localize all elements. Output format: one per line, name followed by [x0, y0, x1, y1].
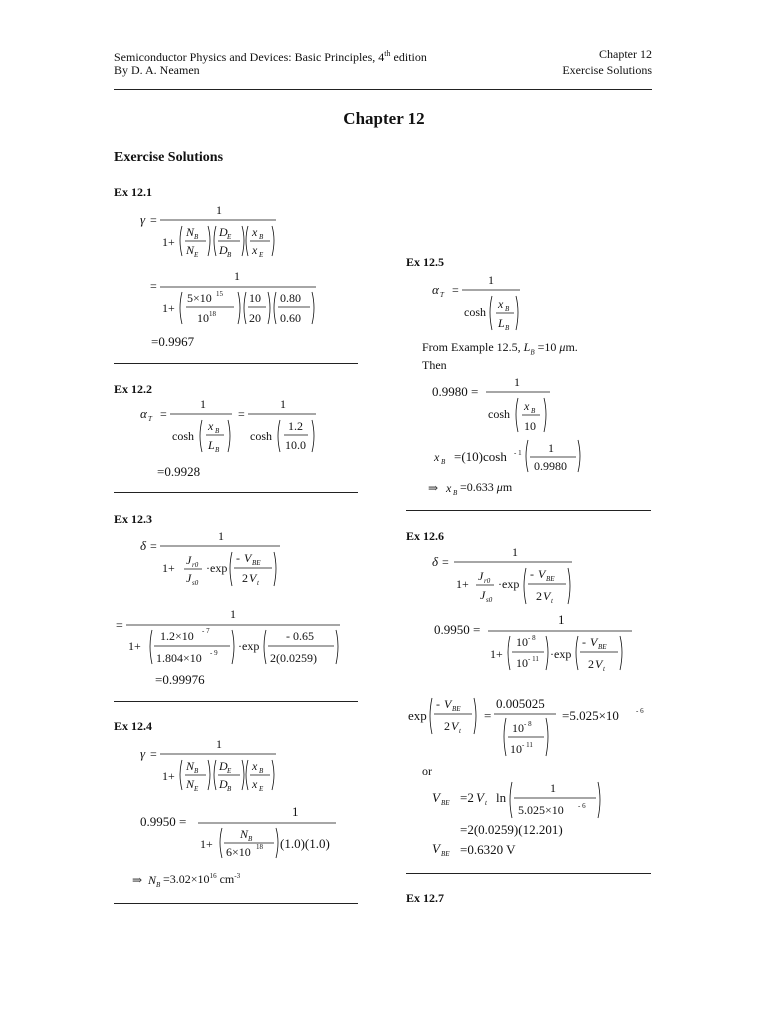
- ex-12-1-label: Ex 12.1: [114, 185, 153, 199]
- svg-text:V: V: [590, 635, 598, 649]
- ex-12-3-label: Ex 12.3: [114, 512, 153, 526]
- svg-text:=: =: [116, 618, 123, 632]
- svg-text:r0: r0: [484, 577, 491, 585]
- svg-text:t: t: [485, 799, 487, 807]
- svg-text:V: V: [249, 571, 257, 585]
- svg-text:=: =: [150, 213, 157, 227]
- svg-text:exp: exp: [408, 708, 427, 723]
- svg-text:=: =: [238, 407, 245, 421]
- page-subtitle: Exercise Solutions: [114, 150, 224, 165]
- header-chapter: Chapter 12: [599, 47, 652, 61]
- svg-text:B: B: [505, 305, 510, 313]
- svg-text:- 11: - 11: [522, 741, 533, 749]
- svg-text:10: 10: [516, 635, 528, 649]
- svg-text:1+: 1+: [162, 561, 175, 575]
- svg-text:⇒: ⇒: [132, 873, 143, 887]
- svg-text:J: J: [478, 569, 484, 583]
- svg-text:15: 15: [216, 290, 223, 298]
- svg-text:-: -: [236, 551, 240, 565]
- svg-text:s0: s0: [486, 596, 493, 604]
- svg-text:0.005025: 0.005025: [496, 696, 545, 711]
- svg-text:1+: 1+: [162, 769, 175, 783]
- svg-text:B: B: [227, 785, 232, 793]
- svg-text:B: B: [156, 881, 161, 889]
- svg-text:10: 10: [512, 721, 524, 735]
- svg-text:T: T: [148, 415, 152, 423]
- ex-12-6-or: or: [422, 764, 432, 778]
- svg-text:- 7: - 7: [202, 627, 210, 635]
- svg-text:J: J: [186, 571, 192, 585]
- svg-text:E: E: [259, 785, 264, 793]
- svg-text:D: D: [219, 225, 228, 239]
- svg-text:B: B: [259, 767, 264, 775]
- svg-text:V: V: [543, 589, 551, 603]
- svg-text:- 1: - 1: [514, 449, 522, 457]
- svg-text:B: B: [194, 767, 199, 775]
- svg-text:=2: =2: [460, 790, 474, 805]
- svg-text:- 11: - 11: [528, 655, 539, 663]
- svg-text:α: α: [432, 282, 439, 297]
- svg-text:2: 2: [242, 571, 248, 585]
- ex-12-4-label: Ex 12.4: [114, 719, 153, 733]
- svg-text:cosh: cosh: [172, 429, 194, 443]
- svg-text:D: D: [219, 243, 228, 257]
- svg-text:1.2×10: 1.2×10: [160, 629, 194, 643]
- svg-text:1.804×10: 1.804×10: [156, 651, 202, 665]
- svg-text:r0: r0: [192, 561, 199, 569]
- svg-text:E: E: [227, 767, 232, 775]
- svg-text:10: 10: [197, 311, 209, 325]
- svg-text:·exp: ·exp: [498, 577, 520, 591]
- svg-text:1+: 1+: [200, 837, 213, 851]
- svg-text:0.80: 0.80: [280, 291, 301, 305]
- svg-text:t: t: [551, 597, 553, 605]
- svg-text:=: =: [452, 283, 459, 297]
- svg-text:=: =: [160, 407, 167, 421]
- svg-text:10.0: 10.0: [285, 438, 306, 452]
- svg-text:-: -: [436, 697, 440, 711]
- svg-text:BE: BE: [598, 643, 607, 651]
- svg-text:0.9950 =: 0.9950 =: [140, 814, 187, 829]
- svg-text:N: N: [240, 827, 249, 841]
- svg-text:1+: 1+: [490, 647, 503, 661]
- svg-text:BE: BE: [441, 850, 450, 858]
- svg-text:6×10: 6×10: [226, 845, 251, 859]
- svg-text:BE: BE: [252, 559, 261, 567]
- ex-12-2-equation: [130, 396, 330, 466]
- svg-text:BE: BE: [546, 575, 555, 583]
- page-title: Chapter 12: [343, 109, 425, 128]
- svg-text:L: L: [498, 316, 505, 330]
- svg-text:2: 2: [444, 719, 450, 733]
- ex-12-2-label: Ex 12.2: [114, 382, 153, 396]
- svg-text:1: 1: [512, 545, 518, 559]
- svg-text:δ: δ: [140, 538, 147, 553]
- svg-text:B: B: [531, 407, 536, 415]
- svg-text:N: N: [186, 777, 195, 791]
- svg-text:B: B: [441, 458, 446, 466]
- svg-text:B: B: [215, 446, 220, 454]
- svg-text:B: B: [248, 835, 253, 843]
- svg-text:B: B: [259, 233, 264, 241]
- ex-12-5-then: Then: [422, 358, 447, 372]
- svg-text:V: V: [244, 551, 252, 565]
- svg-text:B: B: [453, 489, 458, 497]
- ex-12-6-label: Ex 12.6: [406, 529, 445, 543]
- svg-text:1: 1: [230, 607, 236, 621]
- header-rule: [114, 89, 652, 90]
- svg-text:V: V: [476, 790, 484, 805]
- ex-12-5-rule: [406, 510, 651, 511]
- svg-text:cosh: cosh: [464, 305, 486, 319]
- svg-text:x: x: [252, 243, 258, 257]
- header-author: By D. A. Neamen: [114, 63, 200, 77]
- svg-text:1: 1: [548, 441, 554, 455]
- ex-12-4-equation: [130, 734, 350, 874]
- svg-text:1: 1: [218, 529, 224, 543]
- svg-text:·exp: ·exp: [238, 639, 260, 653]
- svg-text:1: 1: [216, 737, 222, 751]
- svg-text:x: x: [252, 759, 258, 773]
- svg-text:D: D: [219, 777, 228, 791]
- svg-text:=: =: [150, 539, 157, 553]
- ex-12-1-rule: [114, 363, 358, 364]
- svg-text:t: t: [603, 665, 605, 673]
- ex-12-5-solution: [430, 372, 630, 482]
- svg-text:0.9980 =: 0.9980 =: [432, 384, 479, 399]
- svg-text:(1.0)(1.0): (1.0)(1.0): [280, 836, 330, 851]
- svg-text:=2(0.0259)(12.201): =2(0.0259)(12.201): [460, 822, 563, 837]
- svg-text:1+: 1+: [162, 235, 175, 249]
- svg-text:- 8: - 8: [528, 634, 536, 642]
- svg-text:5×10: 5×10: [187, 291, 212, 305]
- svg-text:J: J: [186, 553, 192, 567]
- svg-text:γ: γ: [140, 212, 146, 227]
- svg-text:- 0.65: - 0.65: [286, 629, 314, 643]
- svg-text:cosh: cosh: [250, 429, 272, 443]
- svg-text:1.2: 1.2: [288, 419, 303, 433]
- svg-text:B: B: [194, 233, 199, 241]
- svg-text:·exp: ·exp: [206, 561, 228, 575]
- svg-text:V: V: [432, 841, 440, 856]
- svg-text:E: E: [194, 251, 199, 259]
- svg-text:B: B: [505, 324, 510, 332]
- ex-12-6-rule: [406, 873, 651, 874]
- svg-text:N: N: [186, 225, 195, 239]
- svg-text:2: 2: [536, 589, 542, 603]
- svg-text:s0: s0: [192, 579, 199, 587]
- svg-text:N: N: [186, 243, 195, 257]
- svg-text:BE: BE: [441, 799, 450, 807]
- svg-text:E: E: [259, 251, 264, 259]
- svg-text:V: V: [595, 657, 603, 671]
- svg-text:- 9: - 9: [210, 649, 218, 657]
- svg-text:·exp: ·exp: [550, 647, 572, 661]
- svg-text:ln: ln: [496, 790, 507, 805]
- svg-text:18: 18: [256, 843, 263, 851]
- svg-text:B: B: [227, 251, 232, 259]
- svg-text:V: V: [451, 719, 459, 733]
- svg-text:- 6: - 6: [578, 802, 586, 810]
- svg-text:t: t: [459, 727, 461, 735]
- svg-text:=: =: [484, 708, 492, 723]
- ex-12-7-label: Ex 12.7: [406, 891, 445, 905]
- ex-12-5-label: Ex 12.5: [406, 255, 445, 269]
- svg-text:γ: γ: [140, 746, 146, 761]
- svg-text:10: 10: [510, 742, 522, 756]
- svg-text:V: V: [432, 790, 440, 805]
- svg-text:1: 1: [216, 203, 222, 217]
- svg-text:2(0.0259): 2(0.0259): [270, 651, 317, 665]
- svg-text:5.025×10: 5.025×10: [518, 803, 564, 817]
- svg-text:α: α: [140, 406, 147, 421]
- ex-12-6-exp-equation: [406, 692, 666, 762]
- ex-12-2-rule: [114, 492, 358, 493]
- header-book-title: Semiconductor Physics and Devices: Basic Principles, 4th edition: [114, 49, 427, 64]
- svg-text:x: x: [498, 297, 504, 311]
- svg-text:⇒: ⇒: [428, 481, 439, 495]
- svg-text:x: x: [252, 225, 258, 239]
- svg-text:1+: 1+: [456, 577, 469, 591]
- svg-text:1+: 1+: [162, 301, 175, 315]
- ex-12-5-note: From Example 12.5, $L_B =10$ μm.: [422, 340, 578, 357]
- header-section: Exercise Solutions: [562, 63, 652, 77]
- svg-text:1: 1: [292, 804, 299, 819]
- svg-text:0.9980: 0.9980: [534, 459, 567, 473]
- ex-12-2-result: =0.9928: [157, 464, 201, 479]
- svg-text:B: B: [215, 427, 220, 435]
- svg-text:10: 10: [516, 656, 528, 670]
- svg-text:BE: BE: [452, 705, 461, 713]
- ex-12-3-result: =0.99976: [155, 672, 205, 687]
- ex-12-4-rule: [114, 903, 358, 904]
- svg-text:x: x: [524, 399, 530, 413]
- svg-text:-: -: [530, 567, 534, 581]
- ex-12-1-result: =0.9967: [151, 334, 195, 349]
- ex-12-5-equation: [420, 270, 620, 340]
- svg-text:18: 18: [209, 310, 216, 318]
- svg-text:1: 1: [558, 612, 565, 627]
- ex-12-3-rule: [114, 701, 358, 702]
- svg-text:T: T: [440, 291, 444, 299]
- ex-12-5-result: =0.633 μm: [460, 480, 513, 494]
- svg-text:1: 1: [280, 397, 286, 411]
- svg-text:=: =: [150, 747, 157, 761]
- svg-text:=5.025×10: =5.025×10: [562, 708, 619, 723]
- ex-12-6-result: =0.6320 V: [460, 842, 516, 857]
- svg-text:1: 1: [200, 397, 206, 411]
- svg-text:1: 1: [488, 273, 494, 287]
- svg-text:N: N: [186, 759, 195, 773]
- ex-12-3-equation: [114, 526, 354, 676]
- svg-text:2: 2: [588, 657, 594, 671]
- svg-text:x: x: [252, 777, 258, 791]
- svg-text:-: -: [582, 635, 586, 649]
- svg-text:1+: 1+: [128, 639, 141, 653]
- svg-text:E: E: [227, 233, 232, 241]
- svg-text:L: L: [208, 438, 215, 452]
- svg-text:V: V: [538, 567, 546, 581]
- svg-text:1: 1: [550, 781, 556, 795]
- svg-text:x: x: [446, 481, 452, 495]
- svg-text:δ: δ: [432, 554, 439, 569]
- svg-text:E: E: [194, 785, 199, 793]
- svg-text:J: J: [480, 588, 486, 602]
- svg-text:N: N: [148, 873, 157, 887]
- svg-text:10: 10: [524, 419, 536, 433]
- svg-text:=: =: [150, 279, 157, 293]
- svg-text:D: D: [219, 759, 228, 773]
- svg-text:1: 1: [514, 375, 520, 389]
- svg-text:x: x: [208, 419, 214, 433]
- svg-text:0.60: 0.60: [280, 311, 301, 325]
- svg-text:x: x: [434, 450, 440, 464]
- svg-text:- 6: - 6: [636, 707, 644, 715]
- svg-text:0.9950 =: 0.9950 =: [434, 622, 481, 637]
- svg-text:=(10)cosh: =(10)cosh: [454, 449, 507, 464]
- svg-text:- 8: - 8: [524, 720, 532, 728]
- svg-text:1: 1: [234, 269, 240, 283]
- svg-text:cosh: cosh: [488, 407, 510, 421]
- svg-text:=: =: [442, 555, 449, 569]
- svg-text:10: 10: [249, 291, 261, 305]
- svg-text:V: V: [444, 697, 452, 711]
- svg-text:t: t: [257, 579, 259, 587]
- ex-12-6-equation: [420, 542, 660, 682]
- ex-12-4-result: $=3.02\times 10^{16}$ $cm^{-3}$: [163, 872, 241, 886]
- svg-text:20: 20: [249, 311, 261, 325]
